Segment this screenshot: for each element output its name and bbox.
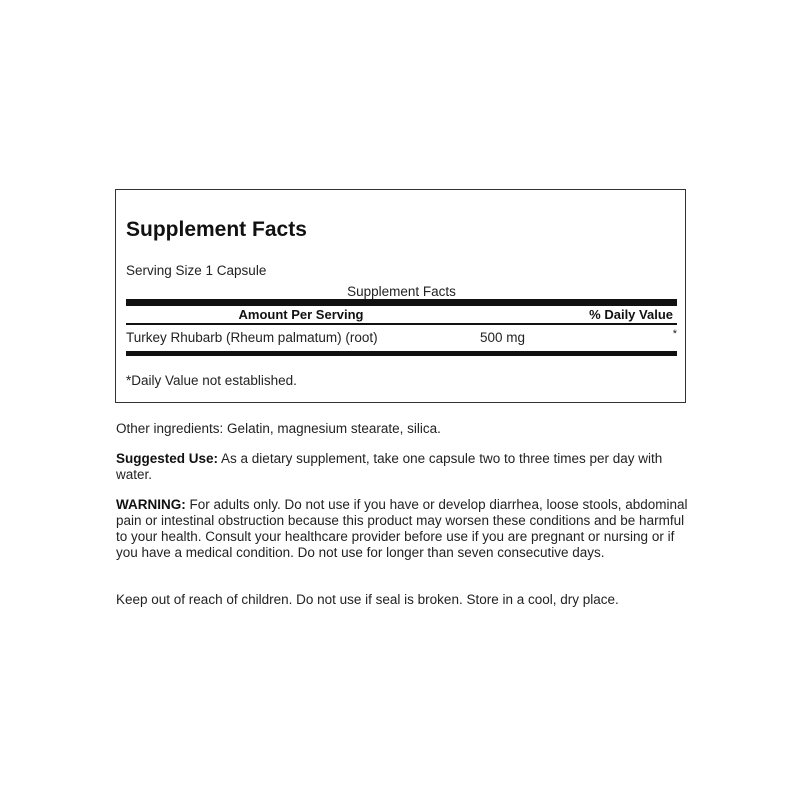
bottom-divider-bar	[126, 351, 677, 356]
table-caption: Supplement Facts	[347, 284, 456, 299]
ingredient-amount: 500 mg	[480, 330, 526, 345]
table-row	[126, 330, 677, 348]
header-divider-line	[126, 323, 677, 325]
ingredient-daily-value: *	[672, 328, 677, 340]
supplement-facts-panel	[115, 189, 686, 403]
suggested-use-label: Suggested Use:	[116, 451, 219, 466]
top-divider-bar	[126, 299, 677, 306]
storage-instructions: Keep out of reach of children. Do not use if seal is broken. Store in a cool, dry place.	[116, 592, 619, 607]
ingredient-name: Turkey Rhubarb (Rheum palmatum) (root)	[126, 330, 378, 345]
warning	[116, 497, 696, 561]
warning-text: For adults only. Do not use if you have or develop diarrhea, loose stools, abdominal pain or intestinal obstruction because this product may worsen these conditions and be harmful to your health. Consult your healthcare provider before use if you are pregnant or nursing or if you have a medical condition. Do not use for longer than seven consecutive days.	[116, 497, 688, 560]
facts-title: Supplement Facts	[126, 218, 307, 241]
suggested-use-text: As a dietary supplement, take one capsule two to three times per day with water.	[116, 451, 663, 482]
serving-size: Serving Size 1 Capsule	[126, 263, 267, 278]
warning-label: WARNING:	[116, 497, 186, 512]
suggested-use	[116, 451, 696, 483]
daily-value-footnote: *Daily Value not established.	[126, 373, 297, 388]
other-ingredients: Other ingredients: Gelatin, magnesium stearate, silica.	[116, 421, 441, 436]
header-daily-value: % Daily Value	[589, 307, 673, 322]
header-amount-per-serving: Amount Per Serving	[238, 307, 364, 322]
